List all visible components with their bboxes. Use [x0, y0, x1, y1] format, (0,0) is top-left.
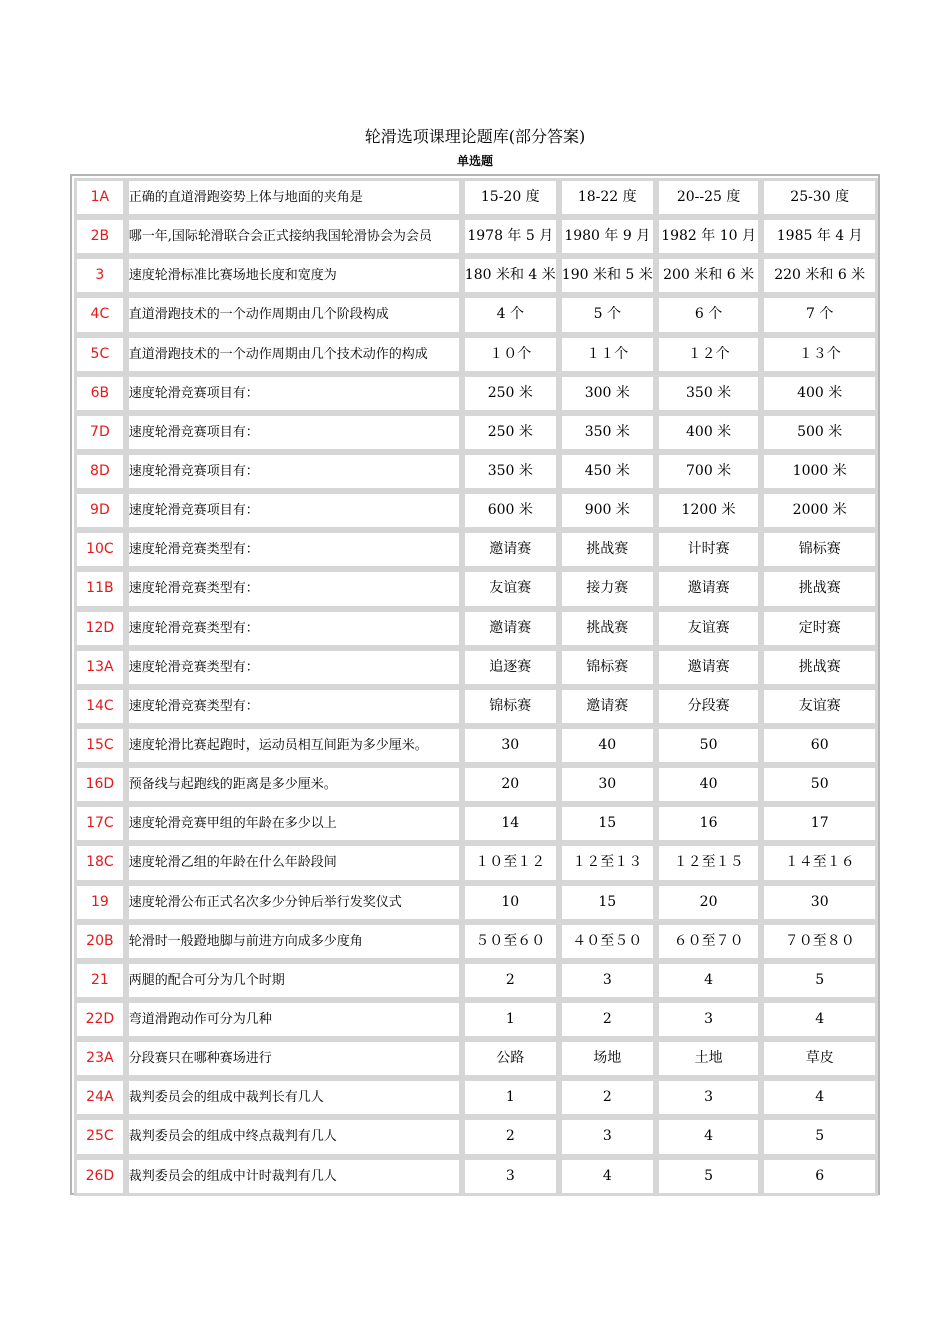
- question-text: 裁判委员会的组成中裁判长有几人: [126, 1078, 462, 1117]
- answer-option: 500 米: [761, 413, 878, 452]
- question-number: 21: [74, 961, 126, 1000]
- question-number: 26D: [74, 1157, 126, 1196]
- question-number: 22D: [74, 1000, 126, 1039]
- table-row: [74, 491, 878, 530]
- question-number: 17C: [74, 804, 126, 843]
- question-text: 哪一年,国际轮滑联合会正式接纳我国轮滑协会为会员: [126, 217, 462, 256]
- question-number: 7D: [74, 413, 126, 452]
- table-row: [74, 374, 878, 413]
- answer-option: 1000 米: [761, 452, 878, 491]
- table-row: [74, 1157, 878, 1196]
- answer-option: 3: [559, 1117, 656, 1156]
- question-number: 4C: [74, 295, 126, 334]
- question-number: 5C: [74, 335, 126, 374]
- answer-option: １０至１２: [462, 843, 559, 882]
- answer-option: 7 个: [761, 295, 878, 334]
- answer-option: 4: [761, 1000, 878, 1039]
- answer-option: 挑战赛: [761, 648, 878, 687]
- table-row: [74, 1039, 878, 1078]
- question-number: 1A: [74, 178, 126, 217]
- question-number: 16D: [74, 765, 126, 804]
- answer-option: 1200 米: [656, 491, 762, 530]
- table-row: [74, 765, 878, 804]
- table-row: [74, 256, 878, 295]
- question-text: 速度轮滑竞赛甲组的年龄在多少以上: [126, 804, 462, 843]
- answer-option: 17: [761, 804, 878, 843]
- answer-option: 接力赛: [559, 569, 656, 608]
- question-number: 13A: [74, 648, 126, 687]
- table-row: [74, 335, 878, 374]
- table-row: [74, 295, 878, 334]
- answer-option: 挑战赛: [559, 609, 656, 648]
- answer-option: 250 米: [462, 374, 559, 413]
- answer-option: 1985 年 4 月: [761, 217, 878, 256]
- answer-option: 4: [656, 961, 762, 1000]
- question-text: 速度轮滑竞赛项目有：: [126, 491, 462, 530]
- answer-option: 4 个: [462, 295, 559, 334]
- answer-option: 2: [559, 1000, 656, 1039]
- answer-option: 15: [559, 883, 656, 922]
- answer-option: ６０至７０: [656, 922, 762, 961]
- question-number: 9D: [74, 491, 126, 530]
- question-number: 14C: [74, 687, 126, 726]
- answer-option: 40: [559, 726, 656, 765]
- answer-option: １１个: [559, 335, 656, 374]
- answer-option: 锦标赛: [462, 687, 559, 726]
- answer-option: 5: [761, 1117, 878, 1156]
- table-row: [74, 648, 878, 687]
- answer-option: １０个: [462, 335, 559, 374]
- question-number: 24A: [74, 1078, 126, 1117]
- answer-option: 挑战赛: [559, 530, 656, 569]
- answer-option: 50: [656, 726, 762, 765]
- answer-option: 分段赛: [656, 687, 762, 726]
- table-row: [74, 217, 878, 256]
- question-text: 速度轮滑乙组的年龄在什么年龄段间: [126, 843, 462, 882]
- question-text: 速度轮滑竞赛项目有：: [126, 374, 462, 413]
- answer-option: 600 米: [462, 491, 559, 530]
- answer-option: 220 米和 6 米: [761, 256, 878, 295]
- answer-option: 18-22 度: [559, 178, 656, 217]
- answer-option: 190 米和 5 米: [559, 256, 656, 295]
- question-text: 轮滑时一般蹬地脚与前进方向成多少度角: [126, 922, 462, 961]
- answer-option: 200 米和 6 米: [656, 256, 762, 295]
- answer-option: 20: [462, 765, 559, 804]
- question-text: 裁判委员会的组成中终点裁判有几人: [126, 1117, 462, 1156]
- question-number: 20B: [74, 922, 126, 961]
- answer-option: 6: [761, 1157, 878, 1196]
- table-row: [74, 726, 878, 765]
- question-number: 25C: [74, 1117, 126, 1156]
- answer-option: 700 米: [656, 452, 762, 491]
- answer-option: １３个: [761, 335, 878, 374]
- table-row: [74, 569, 878, 608]
- table-row: [74, 609, 878, 648]
- table-row: [74, 961, 878, 1000]
- answer-option: 友谊赛: [462, 569, 559, 608]
- question-text: 速度轮滑竞赛类型有：: [126, 648, 462, 687]
- answer-option: 3: [656, 1078, 762, 1117]
- table-row: [74, 883, 878, 922]
- question-text: 分段赛只在哪种赛场进行: [126, 1039, 462, 1078]
- answer-option: 友谊赛: [761, 687, 878, 726]
- answer-option: 土地: [656, 1039, 762, 1078]
- answer-option: 5 个: [559, 295, 656, 334]
- answer-option: １２至１５: [656, 843, 762, 882]
- answer-option: 3: [559, 961, 656, 1000]
- question-number: 6B: [74, 374, 126, 413]
- answer-option: 5: [656, 1157, 762, 1196]
- answer-option: 4: [559, 1157, 656, 1196]
- page-title: 轮滑选项课理论题库(部分答案): [364, 127, 586, 146]
- answer-option: 2: [462, 1117, 559, 1156]
- answer-option: 邀请赛: [559, 687, 656, 726]
- answer-option: 草皮: [761, 1039, 878, 1078]
- answer-option: 邀请赛: [656, 569, 762, 608]
- answer-option: 450 米: [559, 452, 656, 491]
- answer-option: 3: [656, 1000, 762, 1039]
- question-text: 裁判委员会的组成中计时裁判有几人: [126, 1157, 462, 1196]
- answer-option: 20: [656, 883, 762, 922]
- table-row: [74, 804, 878, 843]
- answer-option: 350 米: [656, 374, 762, 413]
- question-text: 直道滑跑技术的一个动作周期由几个技术动作的构成: [126, 335, 462, 374]
- question-text: 正确的直道滑跑姿势上体与地面的夹角是: [126, 178, 462, 217]
- answer-option: 16: [656, 804, 762, 843]
- table-row: [74, 1117, 878, 1156]
- answer-option: 400 米: [656, 413, 762, 452]
- answer-option: 1980 年 9 月: [559, 217, 656, 256]
- question-text: 速度轮滑比赛起跑时，运动员相互间距为多少厘米。: [126, 726, 462, 765]
- question-text: 速度轮滑竞赛类型有：: [126, 530, 462, 569]
- question-number: 11B: [74, 569, 126, 608]
- answer-option: 300 米: [559, 374, 656, 413]
- table-row: [74, 413, 878, 452]
- question-text: 速度轮滑竞赛类型有：: [126, 687, 462, 726]
- answer-option: 1: [462, 1078, 559, 1117]
- question-number: 19: [74, 883, 126, 922]
- answer-option: 350 米: [462, 452, 559, 491]
- question-number: 8D: [74, 452, 126, 491]
- answer-option: 邀请赛: [462, 609, 559, 648]
- table-row: [74, 530, 878, 569]
- answer-option: 900 米: [559, 491, 656, 530]
- answer-option: １２至１３: [559, 843, 656, 882]
- question-text: 速度轮滑竞赛类型有：: [126, 569, 462, 608]
- answer-option: 15-20 度: [462, 178, 559, 217]
- answer-option: ７０至８０: [761, 922, 878, 961]
- answer-option: 14: [462, 804, 559, 843]
- question-number: 10C: [74, 530, 126, 569]
- table-row: [74, 452, 878, 491]
- answer-option: 30: [761, 883, 878, 922]
- question-text: 速度轮滑竞赛项目有：: [126, 413, 462, 452]
- answer-option: 350 米: [559, 413, 656, 452]
- answer-option: 邀请赛: [656, 648, 762, 687]
- answer-option: 2000 米: [761, 491, 878, 530]
- answer-option: 250 米: [462, 413, 559, 452]
- question-number: 2B: [74, 217, 126, 256]
- answer-option: 20--25 度: [656, 178, 762, 217]
- table-row: [74, 687, 878, 726]
- question-text: 弯道滑跑动作可分为几种: [126, 1000, 462, 1039]
- section-subtitle: 单选题: [456, 154, 493, 168]
- answer-option: 锦标赛: [559, 648, 656, 687]
- answer-option: 5: [761, 961, 878, 1000]
- answer-option: 2: [462, 961, 559, 1000]
- question-table: [74, 178, 878, 1196]
- answer-option: 挑战赛: [761, 569, 878, 608]
- answer-option: 3: [462, 1157, 559, 1196]
- question-text: 两腿的配合可分为几个时期: [126, 961, 462, 1000]
- question-number: 23A: [74, 1039, 126, 1078]
- question-number: 15C: [74, 726, 126, 765]
- answer-option: 15: [559, 804, 656, 843]
- answer-option: 30: [559, 765, 656, 804]
- answer-option: 1978 年 5 月: [462, 217, 559, 256]
- answer-option: 场地: [559, 1039, 656, 1078]
- answer-option: 50: [761, 765, 878, 804]
- answer-option: 180 米和 4 米: [462, 256, 559, 295]
- answer-option: 1982 年 10 月: [656, 217, 762, 256]
- question-text: 速度轮滑标准比赛场地长度和宽度为: [126, 256, 462, 295]
- answer-option: 公路: [462, 1039, 559, 1078]
- answer-option: 40: [656, 765, 762, 804]
- table-row: [74, 843, 878, 882]
- answer-option: 4: [656, 1117, 762, 1156]
- answer-option: ５０至６０: [462, 922, 559, 961]
- answer-option: 追逐赛: [462, 648, 559, 687]
- answer-option: 锦标赛: [761, 530, 878, 569]
- table-row: [74, 922, 878, 961]
- answer-option: 30: [462, 726, 559, 765]
- answer-option: 6 个: [656, 295, 762, 334]
- answer-option: 2: [559, 1078, 656, 1117]
- answer-option: 邀请赛: [462, 530, 559, 569]
- question-text: 速度轮滑公布正式名次多少分钟后举行发奖仪式: [126, 883, 462, 922]
- answer-option: 1: [462, 1000, 559, 1039]
- answer-option: 4: [761, 1078, 878, 1117]
- answer-option: １４至１６: [761, 843, 878, 882]
- answer-option: 10: [462, 883, 559, 922]
- answer-option: 定时赛: [761, 609, 878, 648]
- question-text: 直道滑跑技术的一个动作周期由几个阶段构成: [126, 295, 462, 334]
- question-number: 18C: [74, 843, 126, 882]
- answer-option: 25-30 度: [761, 178, 878, 217]
- answer-option: 友谊赛: [656, 609, 762, 648]
- question-text: 预备线与起跑线的距离是多少厘米。: [126, 765, 462, 804]
- question-table-frame: [70, 174, 880, 1195]
- table-row: [74, 1078, 878, 1117]
- answer-option: 60: [761, 726, 878, 765]
- answer-option: １２个: [656, 335, 762, 374]
- answer-option: 计时赛: [656, 530, 762, 569]
- table-row: [74, 178, 878, 217]
- question-number: 12D: [74, 609, 126, 648]
- question-number: 3: [74, 256, 126, 295]
- question-text: 速度轮滑竞赛类型有：: [126, 609, 462, 648]
- answer-option: ４０至５０: [559, 922, 656, 961]
- table-row: [74, 1000, 878, 1039]
- answer-option: 400 米: [761, 374, 878, 413]
- question-text: 速度轮滑竞赛项目有：: [126, 452, 462, 491]
